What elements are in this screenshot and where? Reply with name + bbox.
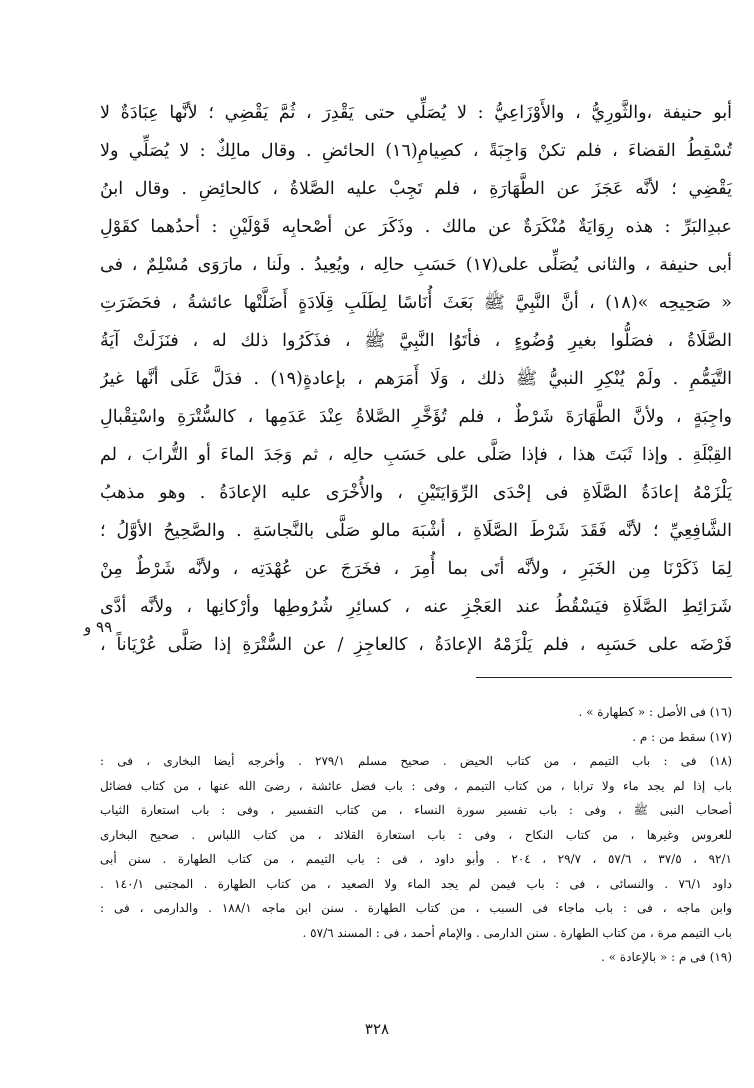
text-line: أبى حنيفة ، والثانى يُصَلِّى على(١٧) حَسَبِ حالِه ، ويُعِيدُ . ولَنا ، مارَوَى مُسْلِمٌ ، فى bbox=[100, 255, 732, 275]
footnote-18: (١٨) فى : باب التيمم ، من كتاب الحيض . صحيح مسلم ٢٧٩/١ . وأخرجه أيضا البخارى ، فى : bbox=[100, 754, 732, 768]
footnote-18-line: وابن ماجه ، فى : باب ماجاء فى السبب ، من كتاب الطهارة . سنن ابن ماجه ١٨٨/١ . والدارمى ، فى : bbox=[100, 901, 732, 915]
text-line: واجِبَةٍ ، ولأنَّ الطَّهَارَةَ شَرْطٌ ، فلم تُؤَخَّرِ الصَّلاةُ عِنْدَ عَدَمِها ، كالسُّتْرَةِ واسْتِقْبالِ bbox=[100, 407, 732, 427]
main-text bbox=[100, 94, 732, 664]
footnote-17: (١٧) سقط من : م . bbox=[632, 729, 732, 744]
text-line: شَرَائِطِ الصَّلَاةِ فيَسْقُطُ عند العَجْزِ عنه ، كسائِرِ شُرُوطِها وأرْكانِها ، ولأنَّه أدَّى bbox=[100, 597, 732, 617]
text-line: « صَحِيحِه »(١٨) ، أنَّ النَّبِيَّ ﷺ بَعَثَ أُنَاسًا لِطَلَبِ قِلَادَةٍ أَضَلَّتْها عائشةُ ، فحَضَرَتِ bbox=[100, 293, 732, 313]
footnote-19: (١٩) فى م : « بالإعادة » . bbox=[601, 950, 732, 964]
footnote-18-line: ٩٢/١ ، ٣٧/٥ ، ٥٧/٦ ، ٢٩/٧ ، ٢٠٤ . وأبو داود ، فى : باب التيمم ، من كتاب الطهارة . سنن أبى bbox=[100, 852, 732, 866]
footnote-18-line: أصحاب النبى ﷺ ، وفى : باب تفسير سورة النساء ، من كتاب التفسير ، وفى : باب استعارة الثياب bbox=[100, 803, 732, 817]
text-line: يَلْزَمْهُ إعادَةُ الصَّلَاةِ فى إحْدَى الرِّوَايَتَيْنِ ، والأُخْرَى عليه الإعادَةُ . وهو مذهبُ bbox=[100, 483, 732, 503]
page-number: ٣٢٨ bbox=[364, 1020, 390, 1038]
footnote-16: (١٦) فى الأصل : « كطهارة » . bbox=[578, 705, 732, 719]
text-line: عبدِالبَرِّ : هذه رِوَايَةٌ مُنْكَرَةٌ عن مالك . وذَكَرَ عن أصْحابِه قَوْلَيْنِ : أحدُهما كقَوْلِ bbox=[100, 217, 732, 237]
text-line: الصَّلَاةُ ، فصَلُّوا بغيرِ وُضُوءٍ ، فأتَوُا النَّبِيَّ ﷺ ، فذَكَرُوا ذلك له ، فنَزَلَتْ آيَةُ bbox=[100, 331, 732, 351]
footnote-18-line: داود ٧٦/١ . والنسائى ، فى : باب فيمن لم يجد الماء ولا الصعيد ، من كتاب الطهارة . المجتبى ١٤٠/١ . bbox=[100, 876, 732, 891]
text-line: تُسْقِطُ القضاءَ ، فلم تكنْ وَاجِبَةً ، كصِيامِ(١٦) الحائضِ . وقال مالِكٌ : لا يُصَلِّي ولا bbox=[100, 141, 732, 161]
text-line: التَّيَمُّمِ . ولَمْ يُنْكِرِ النبيُّ ﷺ ذلك ، وَلَا أَمَرَهم ، بإعادةٍ(١٩) . فدَلَّ عَلَى أنَّها غيرُ bbox=[100, 369, 732, 389]
manuscript-folio-marker: ٩٩ و bbox=[84, 618, 113, 636]
text-line: القِبْلَةِ . وإذا ثَبَتَ هذا ، فإذا صَلَّى على حَسَبِ حالِه ، ثم وَجَدَ الماءَ أو التُّرابَ ، لم bbox=[100, 445, 732, 465]
text-line: لِمَا ذَكَرْنَا مِن الخَبَرِ ، ولأنَّه أتَى بما أُمِرَ ، فخَرَجَ عن عُهْدَتِه ، ولأنَّه شَرْطٌ مِنْ bbox=[100, 559, 732, 579]
text-line: أبو حنيفة ،والثَّورِيُّ ، والأَوْزَاعِيُّ : لا يُصَلِّي حتى يَقْدِرَ ، ثُمَّ يَقْضِي ؛ لأنَّها عِبَادَةٌ لا bbox=[100, 103, 732, 123]
footnote-18-line: باب إذا لم يجد ماء ولا ترابا ، من كتاب التيمم ، وفى : باب فضل عائشة ، رضىَ الله عنها ، من كتاب فضائل bbox=[100, 778, 732, 793]
text-line: فَرْضَه على حَسَبِه ، فلم يَلْزَمْهُ الإعادَةُ ، كالعاجِزِ / عن السُّتْرَةِ إذا صَلَّى عُرْيَاناً ، bbox=[100, 635, 732, 655]
footnote-18-line: للعروس وغيرها ، من كتاب النكاح ، وفى : باب استعارة القلائد ، من كتاب اللباس . صحيح البخارى bbox=[100, 827, 732, 842]
footnotes bbox=[100, 700, 732, 970]
footnote-18-line: باب التيمم مرة ، من كتاب الطهارة . سنن الدارمى . والإمام أحمد ، فى : المسند ٥٧/٦ . bbox=[302, 925, 732, 940]
text-line: الشَّافِعِيِّ ؛ لأنَّه فَقَدَ شَرْطَ الصَّلَاةِ ، أشْبَهَ مالو صَلَّى بالنَّجاسَةِ . والصَّحِيحُ الأوَّلُ ؛ bbox=[100, 521, 732, 541]
footnote-divider bbox=[476, 677, 732, 678]
text-line: يَقْضِي ؛ لأنَّه عَجَزَ عن الطَّهَارَةِ ، فلم تَجِبْ عليه الصَّلاةُ ، كالحائِضِ . وقال ابنُ bbox=[100, 179, 732, 199]
